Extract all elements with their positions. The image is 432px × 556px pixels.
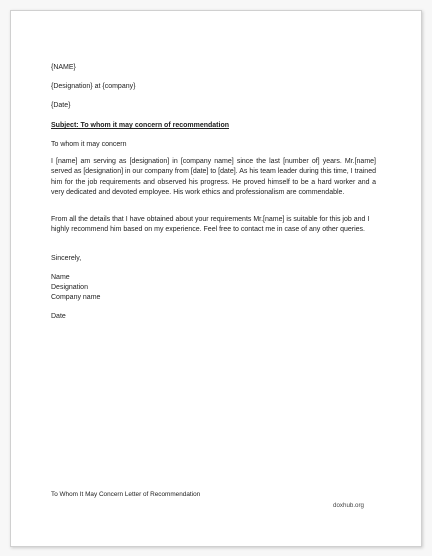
- sender-designation-company: {Designation} at {company}: [51, 83, 136, 90]
- salutation: To whom it may concern: [51, 141, 127, 148]
- signature-date: Date: [51, 313, 66, 320]
- body-paragraph-1: I [name] am serving as [designation] in [company name] since the last [number of] years. Mr.[name] served as [designation] in our company from [date] to [date]. As his team leader during this time, I trained him for the job requirements and observed his progress. He proved himself to be a hard worker and a very dedicated and devoted employee. His work ethics and professionalism are commendable.: [51, 158, 376, 197]
- signature-designation: Designation: [51, 284, 88, 291]
- footer-site: doxhub.org: [333, 502, 364, 509]
- letter-date: {Date}: [51, 102, 71, 109]
- signature-company: Company name: [51, 294, 101, 301]
- signature-name: Name: [51, 274, 70, 281]
- sender-name: {NAME}: [51, 64, 76, 71]
- closing: Sincerely,: [51, 255, 82, 262]
- body-paragraph-2: From all the details that I have obtained about your requirements Mr.[name] is suitable for this job and I highly recommend him based on my experience. Feel free to contact me in case of any other queries.: [51, 216, 370, 234]
- letter-subject: Subject: To whom it may concern of recommendation: [51, 122, 230, 129]
- footer-title: To Whom It May Concern Letter of Recommendation: [51, 491, 201, 498]
